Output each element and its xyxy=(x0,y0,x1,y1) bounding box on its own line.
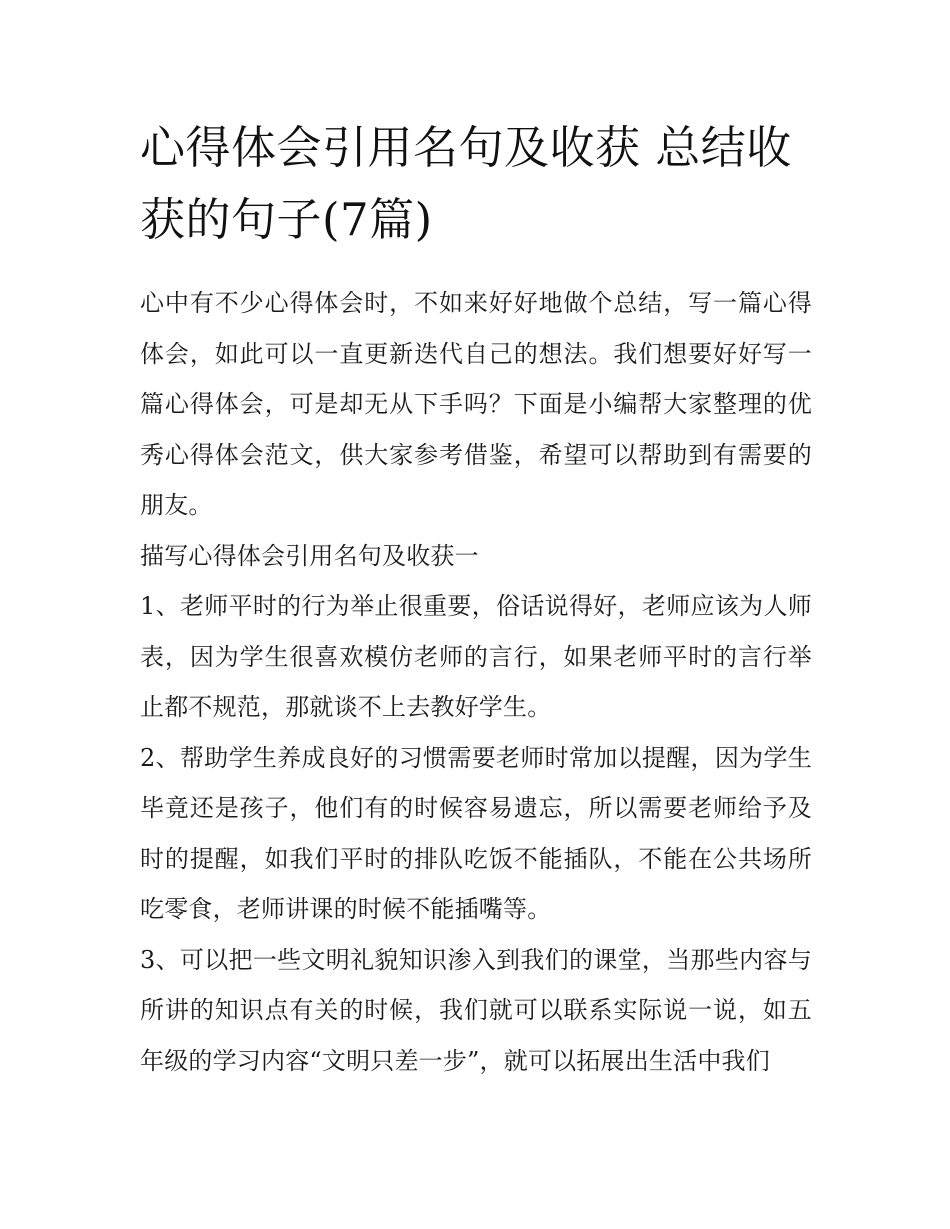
document-body xyxy=(140,278,812,1086)
section-heading: 描写心得体会引用名句及收获一 xyxy=(140,541,479,570)
intro-paragraph: 心中有不少心得体会时，不如来好好地做个总结，写一篇心得体会，如此可以一直更新迭代自己的想法。我们想要好好写一篇心得体会，可是却无从下手吗？下面是小编帮大家整理的优秀心得体会范文，供大家参考借鉴，希望可以帮助到有需要的朋友。 xyxy=(140,289,812,519)
list-item-2: 2、帮助学生养成良好的习惯需要老师时常加以提醒，因为学生毕竟还是孩子，他们有的时候容易遗忘，所以需要老师给予及时的提醒，如我们平时的排队吃饭不能插队，不能在公共场所吃零食，老师讲课的时候不能插嘴等。 xyxy=(140,743,812,923)
document-title: 心得体会引用名句及收获 总结收获的句子(7篇) xyxy=(140,121,792,246)
list-item-1: 1、老师平时的行为举止很重要，俗话说得好，老师应该为人师表，因为学生很喜欢模仿老师的言行，如果老师平时的言行举止都不规范，那就谈不上去教好学生。 xyxy=(140,592,812,721)
document-content xyxy=(140,112,812,1086)
list-item-3: 3、可以把一些文明礼貌知识渗入到我们的课堂，当那些内容与所讲的知识点有关的时候，我们就可以联系实际说一说，如五年级的学习内容“文明只差一步”，就可以拓展出生活中我们 xyxy=(140,945,812,1075)
